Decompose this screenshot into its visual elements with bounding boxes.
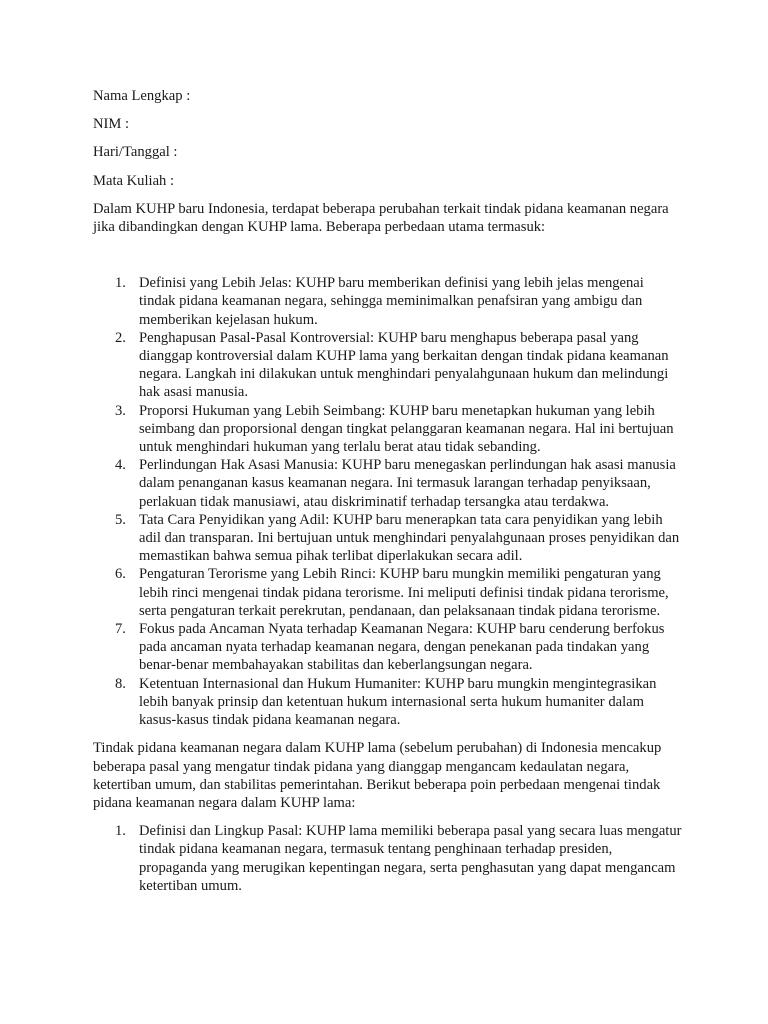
intro-paragraph: Dalam KUHP baru Indonesia, terdapat beberapa perubahan terkait tindak pidana keamanan negara jika dibandingkan dengan KUHP lama. Beberapa perbedaan utama termasuk: [93, 200, 669, 236]
list-item [93, 620, 683, 675]
list-item [93, 511, 683, 566]
document-page [93, 87, 683, 905]
field-nama-lengkap: Nama Lengkap : [93, 88, 191, 104]
old-kuhp-paragraph: Tindak pidana keamanan negara dalam KUHP lama (sebelum perubahan) di Indonesia mencakup beberapa pasal yang mengatur tindak pidana yang dianggap mengancam kedaulatan negara, ketertiban umum, dan stabilitas pemerintahan. Berikut beberapa poin perbedaan mengenai tindak pidana keamanan negara dalam KUHP lama: [93, 740, 662, 811]
list-item-number: 1. [115, 823, 126, 840]
list-item-number: 6. [115, 566, 126, 583]
new-kuhp-list [93, 274, 683, 729]
list-item [93, 675, 683, 730]
list-item-text: Proporsi Hukuman yang Lebih Seimbang: KUHP baru menetapkan hukuman yang lebih seimbang dan proporsional dengan tingkat pelanggaran keamanan negara. Hal ini bertujuan untuk menghindari hukuman yang terlalu berat atau tidak sebanding. [139, 402, 674, 456]
list-item-text: Fokus pada Ancaman Nyata terhadap Keamanan Negara: KUHP baru cenderung berfokus pada ancaman nyata terhadap keamanan negara, dengan penekanan pada tindakan yang benar-benar membahayakan stabilitas dan keberlangsungan negara. [139, 621, 665, 674]
list-item-number: 7. [115, 621, 126, 638]
list-item [93, 402, 683, 457]
list-item [93, 456, 683, 511]
list-item [93, 565, 683, 620]
list-item-number: 2. [115, 329, 126, 346]
list-item-number: 5. [115, 511, 126, 528]
list-item-number: 8. [115, 675, 126, 692]
list-item [93, 274, 683, 329]
list-item-text: Tata Cara Penyidikan yang Adil: KUHP baru menerapkan tata cara penyidikan yang lebih adil dan transparan. Ini bertujuan untuk menghindari penyalahgunaan proses penyidikan dan memastikan bahwa semua pihak terlibat diperlakukan secara adil. [139, 511, 680, 565]
list-item-text: Definisi yang Lebih Jelas: KUHP baru memberikan definisi yang lebih jelas mengenai tindak pidana keamanan negara, sehingga meminimalkan penafsiran yang ambigu dan memberikan kejelasan hukum. [139, 275, 644, 328]
list-item-number: 4. [115, 457, 126, 474]
list-item-text: Definisi dan Lingkup Pasal: KUHP lama memiliki beberapa pasal yang secara luas mengatur tindak pidana keamanan negara, termasuk tentang penghinaan terhadap presiden, propaganda yang merugikan kepentingan negara, serta penghasutan yang dapat mengancam ketertiban umum. [139, 823, 682, 894]
field-mata-kuliah: Mata Kuliah : [93, 172, 175, 189]
field-nim: NIM : [93, 116, 130, 133]
list-item-number: 1. [115, 275, 126, 292]
list-item-text: Penghapusan Pasal-Pasal Kontroversial: KUHP baru menghapus beberapa pasal yang dianggap kontroversial dalam KUHP lama yang berkaitan dengan tindak pidana keamanan negara. Langkah ini dilakukan untuk menghindari penyalahgunaan hukum dan melindungi hak asasi manusia. [139, 329, 669, 401]
list-item-number: 3. [115, 402, 126, 419]
field-hari-tanggal: Hari/Tanggal : [93, 144, 178, 161]
list-item [93, 822, 683, 895]
old-kuhp-list [93, 822, 683, 895]
list-item [93, 329, 683, 402]
list-item-text: Pengaturan Terorisme yang Lebih Rinci: KUHP baru mungkin memiliki pengaturan yang lebih rinci mengenai tindak pidana terorisme. Ini meliputi definisi tindak pidana terorisme, serta pengaturan terkait perekrutan, pendanaan, dan pelaksanaan tindak pidana terorisme. [139, 566, 669, 619]
list-item-text: Perlindungan Hak Asasi Manusia: KUHP baru menegaskan perlindungan hak asasi manusia dalam penanganan kasus keamanan negara. Ini termasuk larangan terhadap penyiksaan, perlakuan tidak manusiawi, atau diskriminatif terhadap tersangka atau terdakwa. [139, 457, 676, 510]
list-item-text: Ketentuan Internasional dan Hukum Humaniter: KUHP baru mungkin mengintegrasikan lebih banyak prinsip dan ketentuan hukum internasional serta hukum humaniter dalam kasus-kasus tindak pidana keamanan negara. [139, 675, 657, 729]
